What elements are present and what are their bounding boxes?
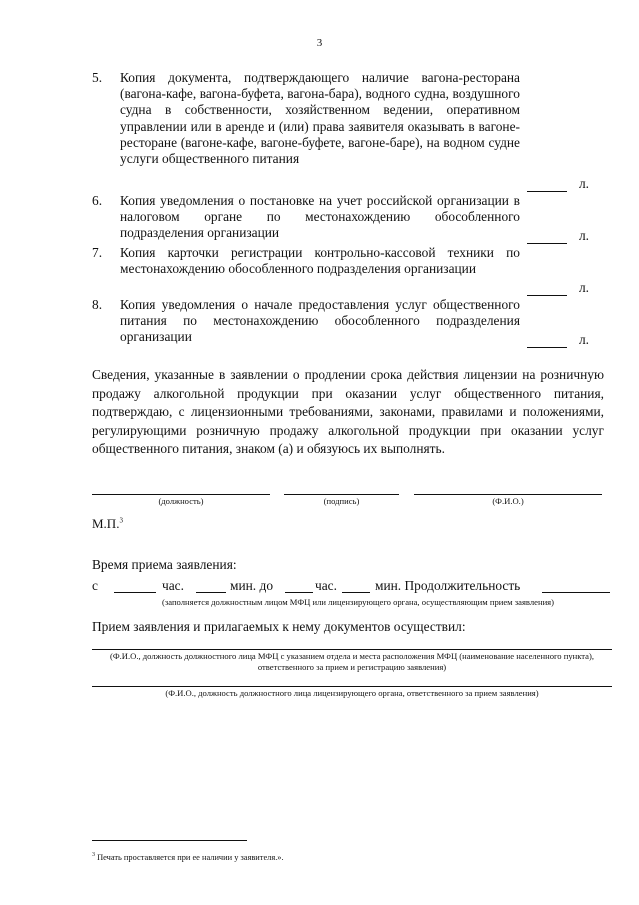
hours-label-2: час. <box>315 578 337 593</box>
sheet-count-field[interactable] <box>527 280 604 296</box>
mfc-officer-caption: (Ф.И.О., должность должностного лица МФЦ с указанием отдела и места расположения МФЦ (наименование населенного пункта), ответственного за прием и регистрацию заявления) <box>110 651 594 672</box>
sheet-unit: л. <box>579 332 590 347</box>
list-item <box>92 70 604 192</box>
item-text: Копия уведомления о постановке на учет российской организации в налоговом органе по местонахождению обособленного подразделения организации <box>120 193 520 241</box>
name-caption: (Ф.И.О.) <box>492 496 524 506</box>
signature-block <box>92 482 604 512</box>
reception-title: Время приема заявления: <box>92 557 237 572</box>
duration-label: мин. Продолжительность <box>375 578 521 593</box>
acceptance-title: Прием заявления и прилагаемых к нему документов осуществил: <box>92 619 466 634</box>
mfc-officer-line[interactable] <box>92 649 612 650</box>
item-text: Копия документа, подтверждающего наличие вагона-ресторана (вагона-кафе, вагона-буфета, вагона-бара), водного судна, воздушного судна в собственности, хозяйственном ведении, оперативном управлении или в аренде и (или) права заявителя оказывать в вагоне-ресторане (вагоне-кафе, вагоне-буфете, вагоне-баре), на водном судне услуги общественного питания <box>120 70 520 167</box>
position-line[interactable] <box>92 494 270 495</box>
sheet-unit: л. <box>579 228 590 243</box>
hours-label: час. <box>162 578 184 593</box>
item-number: 7. <box>92 245 103 260</box>
item-text: Копия уведомления о начале предоставления услуг общественного питания по местонахождению обособленного подразделения организации <box>120 297 520 345</box>
duration-field[interactable] <box>542 592 610 593</box>
list-item <box>92 297 604 349</box>
footnote <box>92 852 284 862</box>
footnote-ref: 3 <box>119 516 123 525</box>
sheet-count-line[interactable] <box>527 334 567 348</box>
signature-caption: (подпись) <box>323 496 360 506</box>
page-number: 3 <box>316 37 323 49</box>
position-caption: (должность) <box>158 496 204 506</box>
name-line[interactable] <box>414 494 602 495</box>
end-hour-field[interactable] <box>285 592 313 593</box>
reception-time-row <box>92 578 612 596</box>
item-number: 5. <box>92 70 103 85</box>
stamp-label: М.П. <box>92 516 120 531</box>
sheet-count-field[interactable] <box>527 176 604 192</box>
signature-line[interactable] <box>284 494 399 495</box>
footnote-number: 3 <box>92 852 95 858</box>
start-hour-field[interactable] <box>114 592 156 593</box>
authority-officer-line[interactable] <box>92 686 612 687</box>
item-text: Копия карточки регистрации контрольно-кассовой техники по местонахождению обособленного подразделения организации <box>120 245 520 277</box>
item-number: 8. <box>92 297 103 312</box>
list-item <box>92 245 604 297</box>
sheet-count-line[interactable] <box>527 178 567 192</box>
start-minute-field[interactable] <box>196 592 226 593</box>
end-minute-field[interactable] <box>342 592 370 593</box>
sheet-unit: л. <box>579 176 590 191</box>
footnote-separator <box>92 840 247 841</box>
reception-note: (заполняется должностным лицом МФЦ или лицензирующего органа, осуществляющим прием заявления) <box>162 597 554 607</box>
authority-officer-caption: (Ф.И.О., должность должностного лица лицензирующего органа, ответственного за прием заявления) <box>165 688 539 698</box>
sheet-unit: л. <box>579 280 590 295</box>
from-label: с <box>92 578 98 593</box>
sheet-count-field[interactable] <box>527 228 604 244</box>
statement-paragraph: Сведения, указанные в заявлении о продлении срока действия лицензии на розничную продажу алкогольной продукции при оказании услуг общественного питания, подтверждаю, с лицензионными требованиями, законами, правилами и положениями, регулирующими розничную продажу алкогольной продукции при оказании услуг общественного питания, знаком (а) и обязуюсь их выполнять. <box>92 367 604 457</box>
item-number: 6. <box>92 193 103 208</box>
sheet-count-field[interactable] <box>527 332 604 348</box>
stamp-place <box>92 516 123 532</box>
sheet-count-line[interactable] <box>527 282 567 296</box>
minutes-until-label: мин. до <box>230 578 274 593</box>
footnote-text: Печать проставляется при ее наличии у заявителя.». <box>97 852 284 862</box>
sheet-count-line[interactable] <box>527 230 567 244</box>
list-item <box>92 193 604 245</box>
